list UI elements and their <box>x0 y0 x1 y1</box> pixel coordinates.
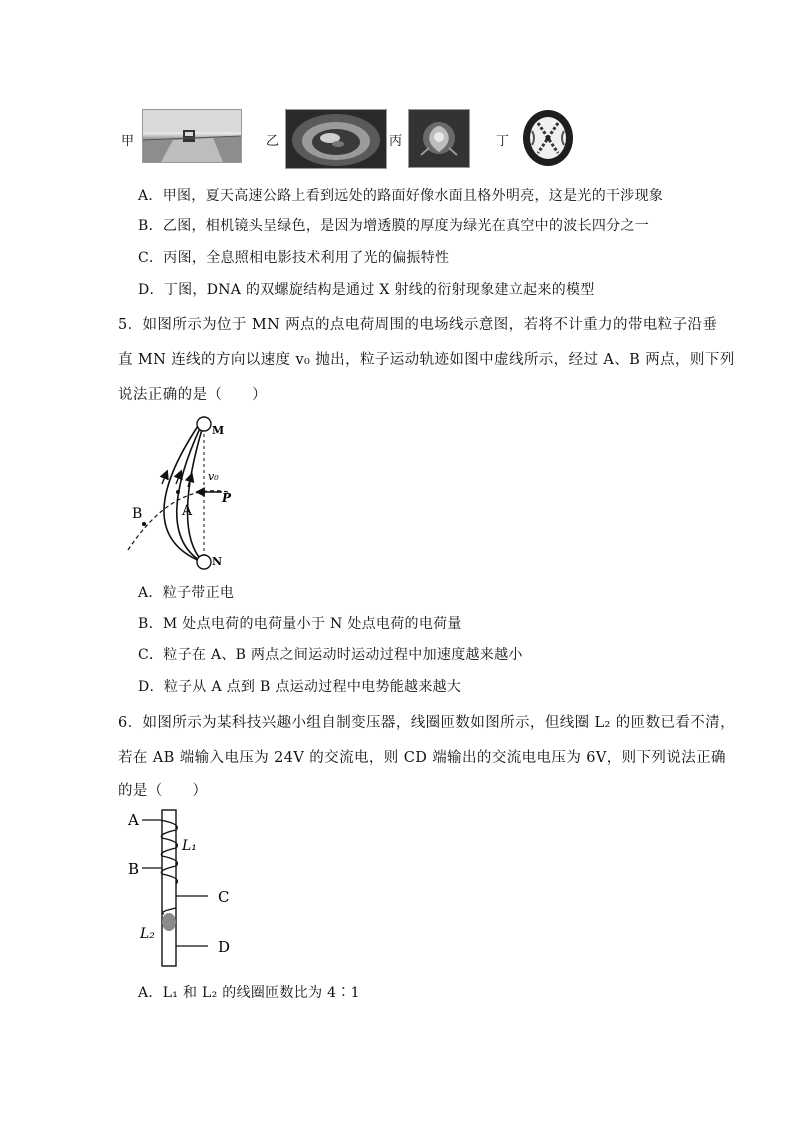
particle-trajectory <box>128 491 228 550</box>
camera-lens-photo <box>285 109 387 169</box>
label-v0: v₀ <box>208 470 219 483</box>
q5-stem-line-3: 说法正确的是（ ） <box>118 387 267 403</box>
q4-option-c: C．丙图，全息照相电影技术利用了光的偏振特性 <box>138 250 450 266</box>
image-label-yi: 乙 <box>266 134 280 149</box>
coil-l2-blur <box>162 913 176 931</box>
label-b: B <box>128 860 140 878</box>
field-arrow-2 <box>176 474 180 484</box>
charge-m <box>197 417 211 431</box>
point-a-dot <box>176 490 180 494</box>
q5-electric-field-figure <box>118 412 248 577</box>
image-label-bing: 丙 <box>389 134 403 149</box>
q6-stem-line-2: 若在 AB 端输入电压为 24V 的交流电，则 CD 端输出的交流电电压为 6V，则下列说法正确 <box>118 750 726 766</box>
q5-stem-line-2: 直 MN 连线的方向以速度 v₀ 抛出，粒子运动轨迹如图中虚线所示，经过 A、B 两点，则下列 <box>118 352 735 368</box>
charge-n <box>197 555 211 569</box>
q5-option-c: C．粒子在 A、B 两点之间运动时运动过程中加速度越来越小 <box>138 647 523 663</box>
image-label-ding: 丁 <box>496 134 510 149</box>
label-d: D <box>218 938 231 956</box>
field-line-inner <box>188 426 204 562</box>
q6-stem-line-3: 的是（ ） <box>118 783 208 799</box>
label-c: C <box>218 888 230 906</box>
q5-option-b: B．M 处点电荷的电荷量小于 N 处点电荷的电荷量 <box>138 616 462 632</box>
q6-transformer-figure <box>124 808 244 968</box>
label-a: A <box>128 811 139 829</box>
label-l2: L₂ <box>140 926 155 942</box>
label-l1: L₁ <box>182 838 197 854</box>
point-b-dot <box>142 522 146 526</box>
q6-option-a: A．L₁ 和 L₂ 的线圈匝数比为 4∶1 <box>138 985 360 1001</box>
dna-diffraction-photo <box>522 109 574 167</box>
q5-option-a: A．粒子带正电 <box>138 585 235 601</box>
label-b: B <box>132 506 143 522</box>
label-a: A <box>182 503 193 519</box>
label-m: M <box>212 424 225 437</box>
image-label-jia: 甲 <box>121 134 135 149</box>
label-n: N <box>212 555 223 568</box>
q5-stem-line-1: 5．如图所示为位于 MN 两点的点电荷周围的电场线示意图，若将不计重力的带电粒子沿垂 <box>118 317 718 333</box>
label-p: P <box>222 491 232 505</box>
field-line-middle <box>177 426 202 562</box>
field-arrow-1 <box>162 474 166 484</box>
q6-stem-line-1: 6．如图所示为某科技兴趣小组自制变压器，线圈匝数如图所示，但线圈 L₂ 的匝数已看不清， <box>118 715 735 731</box>
hologram-photo <box>408 109 470 168</box>
q4-option-b: B．乙图，相机镜头呈绿色，是因为增透膜的厚度为绿光在真空中的波长四分之一 <box>138 218 650 234</box>
highway-mirage-photo <box>142 109 242 163</box>
q4-option-a: A．甲图，夏天高速公路上看到远处的路面好像水面且格外明亮，这是光的干涉现象 <box>138 188 664 204</box>
q4-option-d: D．丁图，DNA 的双螺旋结构是通过 X 射线的衍射现象建立起来的模型 <box>138 282 595 298</box>
q5-option-d: D．粒子从 A 点到 B 点运动过程中电势能越来越大 <box>138 679 462 695</box>
